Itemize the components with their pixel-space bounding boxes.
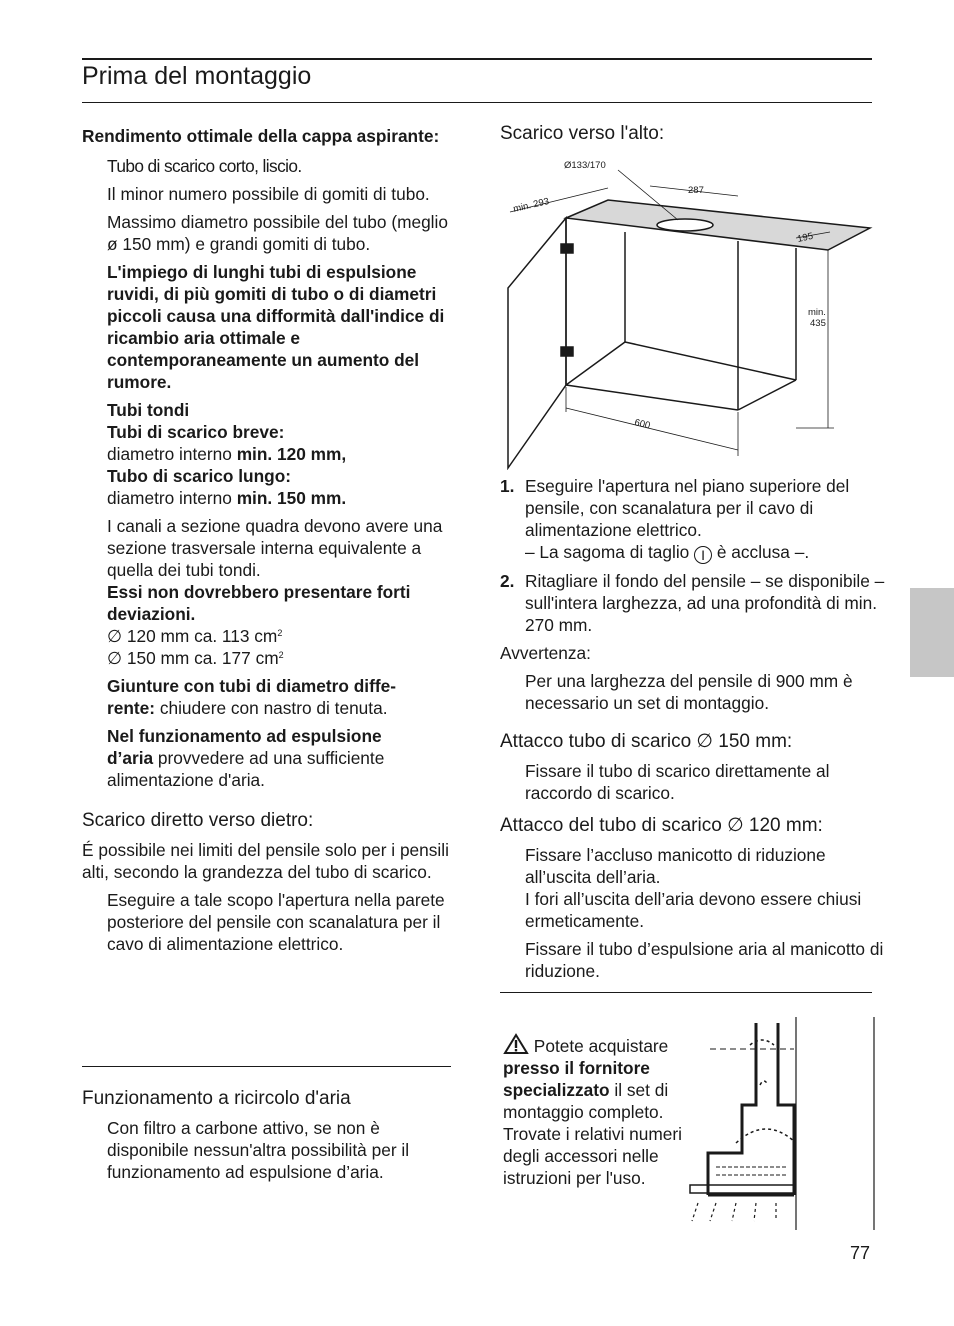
diametro-interno-text: diametro interno: [107, 488, 237, 508]
tubi-tondi-block: [82, 399, 454, 509]
ricircolo-block: [82, 1087, 454, 1189]
avvertenza-label: Avvertenza:: [500, 643, 591, 663]
funzionamento-block: [82, 725, 454, 791]
step-1-text: Eseguire l'apertura nel piano superiore del pensile, con scanalatura per il cavo di alimentazione elettrico.: [525, 476, 850, 540]
heading-scarico-dietro: Scarico diretto verso dietro:: [82, 810, 314, 831]
section-tab-marker: [910, 588, 954, 677]
canali-block: [82, 515, 454, 669]
step-2-text: Ritagliare il fondo del pensile – se disponibile – sull'intera larghezza, ad una profondità di min. 270 mm.: [525, 571, 885, 635]
scarico-lungo-line: [107, 487, 454, 509]
dietro-text: É possibile nei limiti del pensile solo per i pensili alti, secondo la grandezza del tubo di scarico.: [82, 840, 449, 882]
warning-icon: [503, 1033, 529, 1055]
heading-ricircolo: Funzionamento a ricircolo d'aria: [82, 1088, 351, 1109]
note-block: [503, 1033, 693, 1189]
right-section-rule: [500, 992, 872, 993]
area-150: ∅ 150 mm ca. 177 $cm^2$: [107, 648, 284, 668]
scarico-breve-line: [107, 443, 454, 465]
label-min293: min. 293: [512, 196, 551, 215]
avvertenza-text: Per una larghezza del pensile di 900 mm è necessario un set di montaggio.: [525, 671, 853, 713]
list-item-tubo-corto: Tubo di scarico corto, liscio.: [107, 156, 302, 176]
giunture-line-2: rente: chiudere con nastro di tenuta.: [107, 698, 388, 718]
step-2-number: 2.: [500, 571, 515, 591]
hinge-top: [561, 244, 573, 253]
canali-text: I canali a sezione quadra devono avere una sezione trasversale interna equivalente a quella dei tubi tondi.: [107, 516, 443, 580]
header-bottom-rule: [82, 102, 872, 103]
duct-hole: [657, 219, 713, 231]
cabinet-diagram: [500, 150, 885, 470]
text-attacco-150: Fissare il tubo di scarico direttamente al raccordo di scarico.: [525, 761, 830, 803]
page-title: Prima del montaggio: [82, 62, 312, 90]
funz-line-2: d’aria provvedere ad una sufficiente alimentazione d'aria.: [107, 748, 385, 790]
template-i-icon: I: [694, 546, 712, 564]
label-min: min.: [808, 307, 826, 318]
note-bold: presso il fornitore specializzato: [503, 1058, 650, 1100]
recirculation-sketch: [686, 1015, 881, 1235]
label-435: 435: [810, 318, 826, 329]
heading-rendimento: Rendimento ottimale della cappa aspirante:: [82, 126, 440, 146]
heading-attacco-120: Attacco del tubo di scarico ∅ 120 mm:: [500, 815, 823, 836]
hinge-bottom: [561, 347, 573, 356]
tubi-tondi-label: Tubi tondi: [107, 400, 190, 420]
top-board: [566, 200, 870, 250]
scarico-breve-label: Tubi di scarico breve:: [107, 422, 285, 442]
giunture-block: [82, 675, 454, 719]
text-attacco-120-a: Fissare l’accluso manicotto di riduzione all’uscita dell’aria. I fori all’uscita dell’aria devono essere chiusi ermeticamente.: [525, 845, 862, 931]
heading-attacco-150: Attacco tubo di scarico ∅ 150 mm:: [500, 731, 793, 752]
left-section-rule: [82, 1066, 451, 1067]
header-top-rule: [82, 58, 872, 60]
label-600: 600: [633, 417, 652, 432]
list-item-diametro: Massimo diametro possibile del tubo (meglio ø 150 mm) e grandi gomiti di tubo.: [107, 212, 448, 254]
label-diameter: Ø133/170: [564, 160, 606, 171]
warning-text: L'impiego di lunghi tubi di espulsione ruvidi, di più gomiti di tubo o di diametri piccoli causa una difformità dall'indice di ricambio aria ottimale e contemporaneamente un aumento del rumore.: [107, 262, 445, 392]
step-1: [500, 475, 890, 564]
note-pre: Potete acquistare: [529, 1036, 669, 1056]
diametro-interno-text: diametro interno: [107, 444, 237, 464]
dietro-text-2: Eseguire a tale scopo l'apertura nella parete posteriore del pensile con scanalatura per il cavo di alimentazione elettrico.: [107, 890, 445, 954]
area-120: ∅ 120 mm ca. 113 $cm^2$: [107, 626, 283, 646]
label-287: 287: [688, 185, 704, 196]
note-post: il set di montaggio completo. Trovate i relativi numeri degli accessori nelle istruzioni per l'uso.: [503, 1080, 682, 1188]
right-column: [500, 475, 890, 988]
funz-bold-1: Nel funzionamento ad espulsione: [107, 726, 382, 746]
label-195: 195: [796, 230, 815, 245]
heading-scarico-alto-wrap: [500, 122, 880, 152]
ricircolo-text: Con filtro a carbone attivo, se non è disponibile nessun'altra possibilità per il funzionamento ad espulsione d’aria.: [107, 1118, 410, 1182]
scarico-lungo-label: Tubo di scarico lungo:: [107, 466, 292, 486]
step-1-number: 1.: [500, 476, 515, 496]
left-column: [82, 125, 454, 961]
scarico-breve-value: min. 120 mm,: [236, 444, 347, 464]
heading-scarico-alto: Scarico verso l'alto:: [500, 123, 665, 144]
step-2: [500, 570, 890, 636]
cabinet-door: [508, 218, 566, 468]
list-item-gomiti: Il minor numero possibile di gomiti di tubo.: [107, 184, 430, 204]
step-1-sagoma: – La sagoma di taglio I è acclusa –.: [525, 542, 810, 563]
giunture-bold-1: Giunture con tubi di diametro diffe-: [107, 676, 396, 696]
page-number: 77: [850, 1243, 871, 1263]
scarico-lungo-value: min. 150 mm.: [236, 488, 347, 508]
deviazioni-text: Essi non dovrebbero presentare forti deviazioni.: [107, 582, 411, 624]
text-attacco-120-c: Fissare il tubo d’espulsione aria al manicotto di riduzione.: [525, 939, 884, 981]
